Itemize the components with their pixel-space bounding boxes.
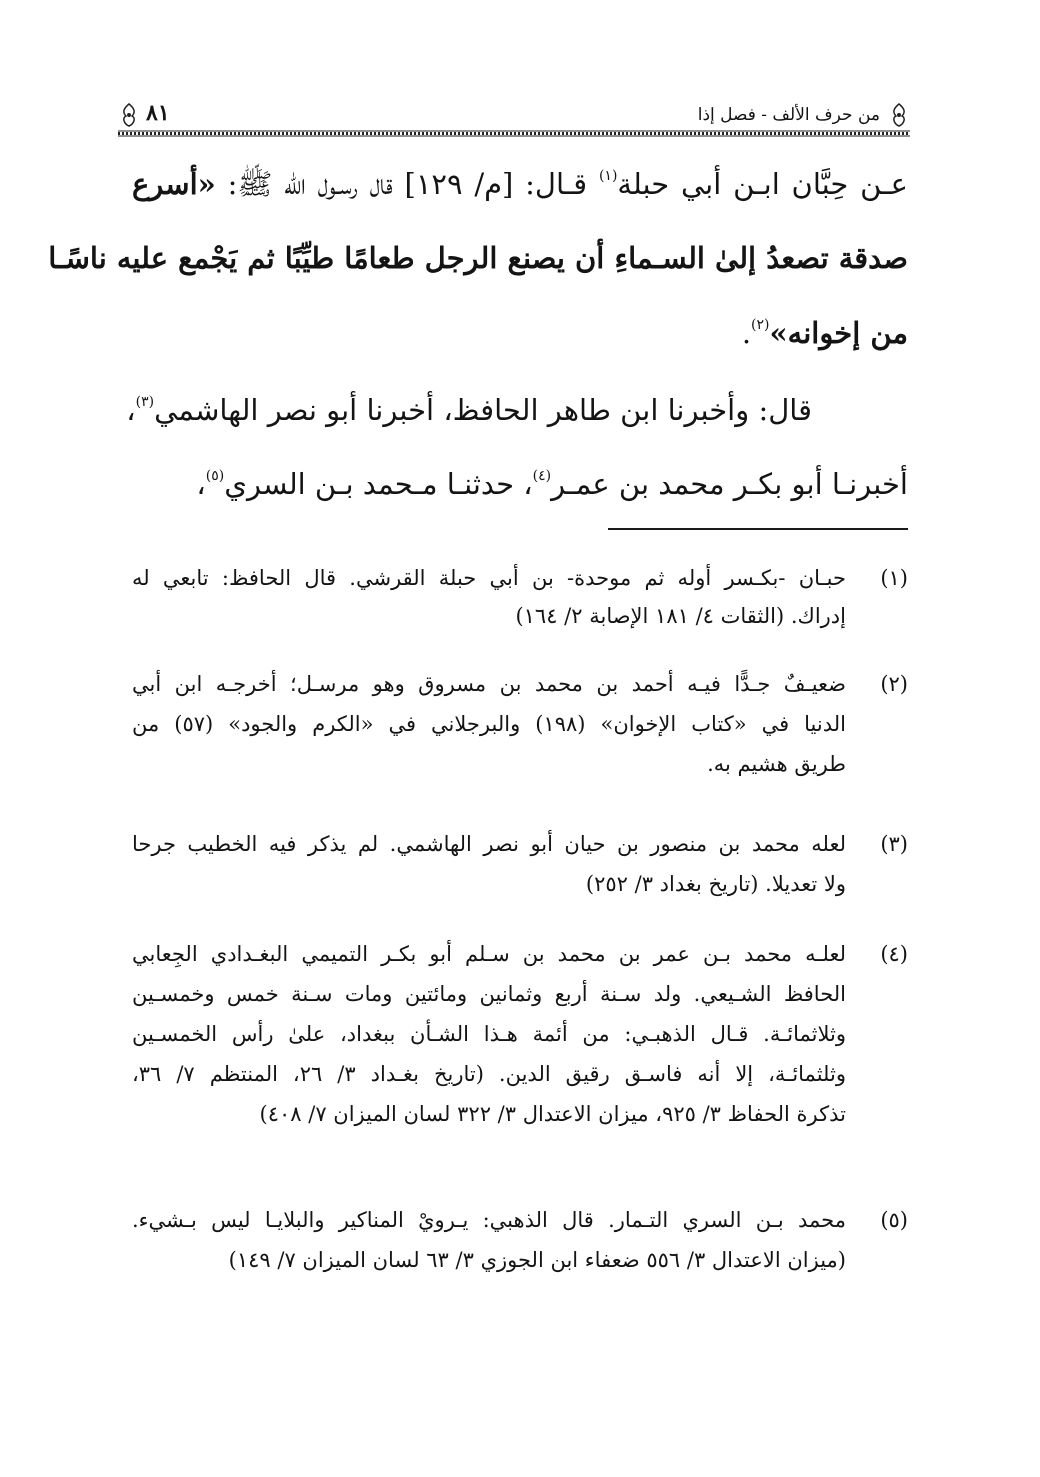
footnote-line: لعلـه محمد بـن عمر بن محمد بن سـلم أبو بكـر التميمي البغـدادي الجِعابي [132,942,846,966]
footnote-5 [132,1202,908,1282]
page-number: ٨١ [146,100,170,126]
hadith-text: عـن حِبَّان ابـن أبي حبلة [617,167,908,201]
running-title: من حرف الألف - فصل إذا [697,105,880,125]
footnote-line: ولا تعديلا. (تاريخ بغداد ٣/ ٢٥٢) [585,872,846,896]
footnote-line: تذكرة الحفاظ ٣/ ٩٢٥، ميزان الاعتدال ٣/ ٣٢٢ لسان الميزان ٧/ ٤٠٨) [259,1102,846,1126]
footnote-ref[interactable]: (٥) [205,468,225,484]
isnad-text: أخبرنـا أبو بكـر محمد بن عمـر [551,467,908,501]
isnad-text: ، [196,467,206,501]
footnote-number: (١) [880,566,908,590]
isnad-line-2 [132,464,908,504]
footnote-line: الحافظ الشـيعي. ولد سـنة أربع وثمانين ومائتين ومات سـنة خمس وخمسـين [132,982,846,1006]
hadith-bold-text: من إخوانه» [769,316,908,350]
hadith-text: قـال: [م/ ١٢٩] قال رسـول الله ﷺ: [215,167,599,201]
header-ornament-icon [888,102,910,128]
footnote-number: (٤) [880,942,908,966]
footnote-line: (ميزان الاعتدال ٣/ ٥٥٦ ضعفاء ابن الجوزي ٣/ ٦٣ لسان الميزان ٧/ ١٤٩) [228,1248,846,1272]
hadith-line-2: صدقة تصعدُ إلىٰ السـماءِ أن يصنع الرجل طعامًا طيِّبًا ثم يَجْمع عليه ناسًـا [48,241,908,275]
footnote-ref[interactable]: (٢) [751,317,770,333]
footnote-number: (٢) [880,672,908,696]
footnote-ref[interactable]: (٣) [135,394,155,410]
isnad-text: ، حدثنـا مـحمد بـن السري [224,467,533,501]
isnad-text: قال: وأخبرنا ابن طاهر الحافظ، أخبرنا أبو نصر الهاشمي [154,393,812,427]
footnote-separator [608,528,908,530]
footnote-number: (٥) [880,1208,908,1232]
footnote-line: وثلثمائـة، إلا أنه فاسـق رقيق الدين. (تاريخ بغـداد ٣/ ٢٦، المنتظم ٧/ ٣٦، [132,1062,846,1086]
page-header [118,96,910,142]
hadith-line-3 [132,313,908,353]
isnad-text: ، [126,393,136,427]
isnad-line-1 [126,390,860,430]
footnote-line: الدنيا في «كتاب الإخوان» (١٩٨) والبرجلاني في «الكرم والجود» (٥٧) من [132,712,846,736]
footnote-ref[interactable]: (١) [598,168,618,184]
footnote-line: وثلاثمائـة. قـال الذهبـي: من أئمة هـذا الشـأن ببغداد، علىٰ رأس الخمسـين [132,1022,846,1046]
header-ornament-icon [118,102,140,128]
footnote-line: محمد بـن السري التـمار. قال الذهبي: يـرويْ المناكير والبلايـا ليس بـشيء. [132,1208,846,1232]
footnote-ref[interactable]: (٤) [532,468,552,484]
hadith-text: . [741,316,752,350]
footnote-line: طريق هشيم به. [707,752,846,776]
footnote-3 [132,826,908,906]
footnote-2 [132,666,908,786]
hadith-bold-text: «أسرع [132,167,216,201]
footnote-line: لعله محمد بن منصور بن حيان أبو نصر الهاشمي. لم يذكر فيه الخطيب جرحا [132,832,846,856]
hadith-line-1 [132,164,908,204]
footnote-number: (٣) [880,832,908,856]
footnote-line: ضعيـفٌ جـدًّا فيـه أحمد بن محمد بن مسروق وهو مرسـل؛ أخرجـه ابن أبي [132,672,846,696]
footnote-1 [132,560,908,640]
footnote-4 [132,936,908,1136]
header-rule [118,130,910,137]
footnote-line: إدراك. (الثقات ٤/ ١٨١ الإصابة ٢/ ١٦٤) [515,604,846,628]
footnote-line: حبـان -بكـسر أوله ثم موحدة- بن أبي حبلة القرشي. قال الحافظ: تابعي له [132,566,846,590]
